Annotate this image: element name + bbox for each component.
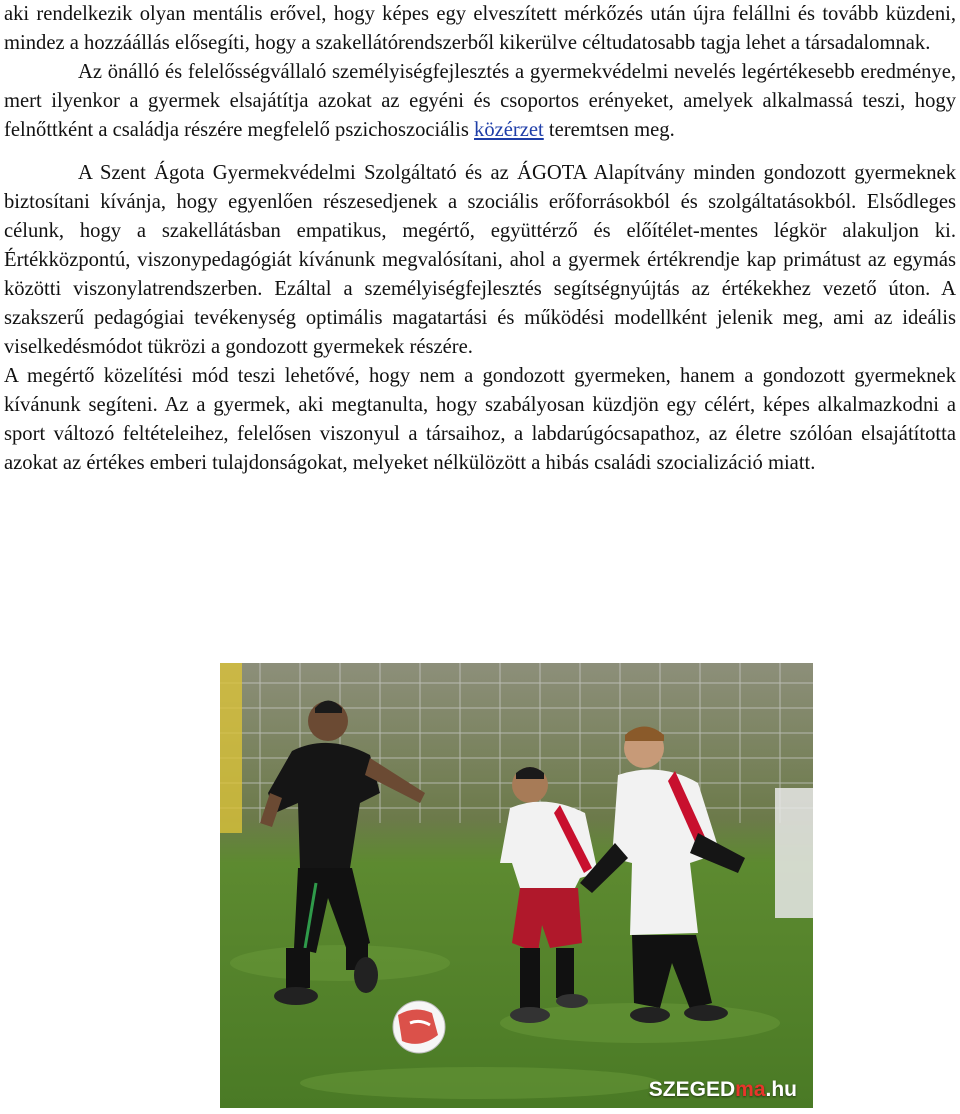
- football-photo: [220, 663, 813, 1108]
- paragraph-3: A Szent Ágota Gyermekvédelmi Szolgáltató és az ÁGOTA Alapítvány minden gondozott gyermeknek biztosítani kívánja, hogy egyenlően részesedjenek a szociális erőforrásokból és szolgáltatásokból. Elsődleges célunk, hogy a szakellátásban empatikus, megértő, együttérző és előítélet-mentes légkör alakuljon ki. Értékközpontú, viszonypedagógiát kívánunk megvalósítani, ahol a gyermek értékrendje kap primátust az egymás közötti viszonylatrendszerben. Ezáltal a személyiségfejlesztés segítségnyújtás az értékekhez vezető úton. A szakszerű pedagógiai tevékenység optimális magatartási és működési modellként jelenik meg, ami az ideális viselkedésmódot tükrözi a gondozott gyermekek részére.: [4, 162, 956, 358]
- szegedma-watermark: [649, 1078, 797, 1102]
- paragraph-2: [4, 58, 956, 145]
- football-scene-illustration: [220, 663, 813, 1108]
- watermark-prefix: SZEGED: [648, 1078, 736, 1101]
- paragraph-2-text-b: teremtsen meg.: [543, 119, 675, 141]
- yellow-post: [220, 663, 242, 833]
- body-text: [4, 0, 956, 478]
- paragraph-2-text-a: Az önálló és felelősségvállaló személyiségfejlesztés a gyermekvédelmi nevelés legértékesebb eredménye, mert ilyenkor a gyermek elsajátítja azokat az egyéni és csoportos erényeket, amelyek alkalmassá teszi, hogy felnőttként a családja részére megfelelő pszichoszociális: [4, 61, 956, 141]
- white-goal-post: [775, 788, 813, 918]
- kozerzet-link[interactable]: közérzet: [474, 119, 544, 141]
- soccer-ball: [393, 1001, 445, 1053]
- watermark-suffix: .hu: [765, 1078, 797, 1101]
- paragraph-4: A megértő közelítési mód teszi lehetővé, hogy nem a gondozott gyermeken, hanem a gondozott gyermeknek kívánunk segíteni. Az a gyermek, aki megtanulta, hogy szabályosan küzdjön egy célért, képes alkalmazkodni a sport változó feltételeihez, felelősen viszonyul a társaihoz, a labdarúgócsapathoz, az életre szólóan elsajátította azokat az értékes emberi tulajdonságokat, melyeket nélkülözött a hibás családi szocializáció miatt.: [4, 365, 956, 474]
- watermark-accent: ma: [735, 1078, 766, 1101]
- paragraph-1: aki rendelkezik olyan mentális erővel, hogy képes egy elveszített mérkőzés után újra felállni és tovább küzdeni, mindez a hozzáállás elősegíti, hogy a szakellátórendszerből kikerülve céltudatosabb tagja lehet a társadalomnak.: [4, 3, 956, 54]
